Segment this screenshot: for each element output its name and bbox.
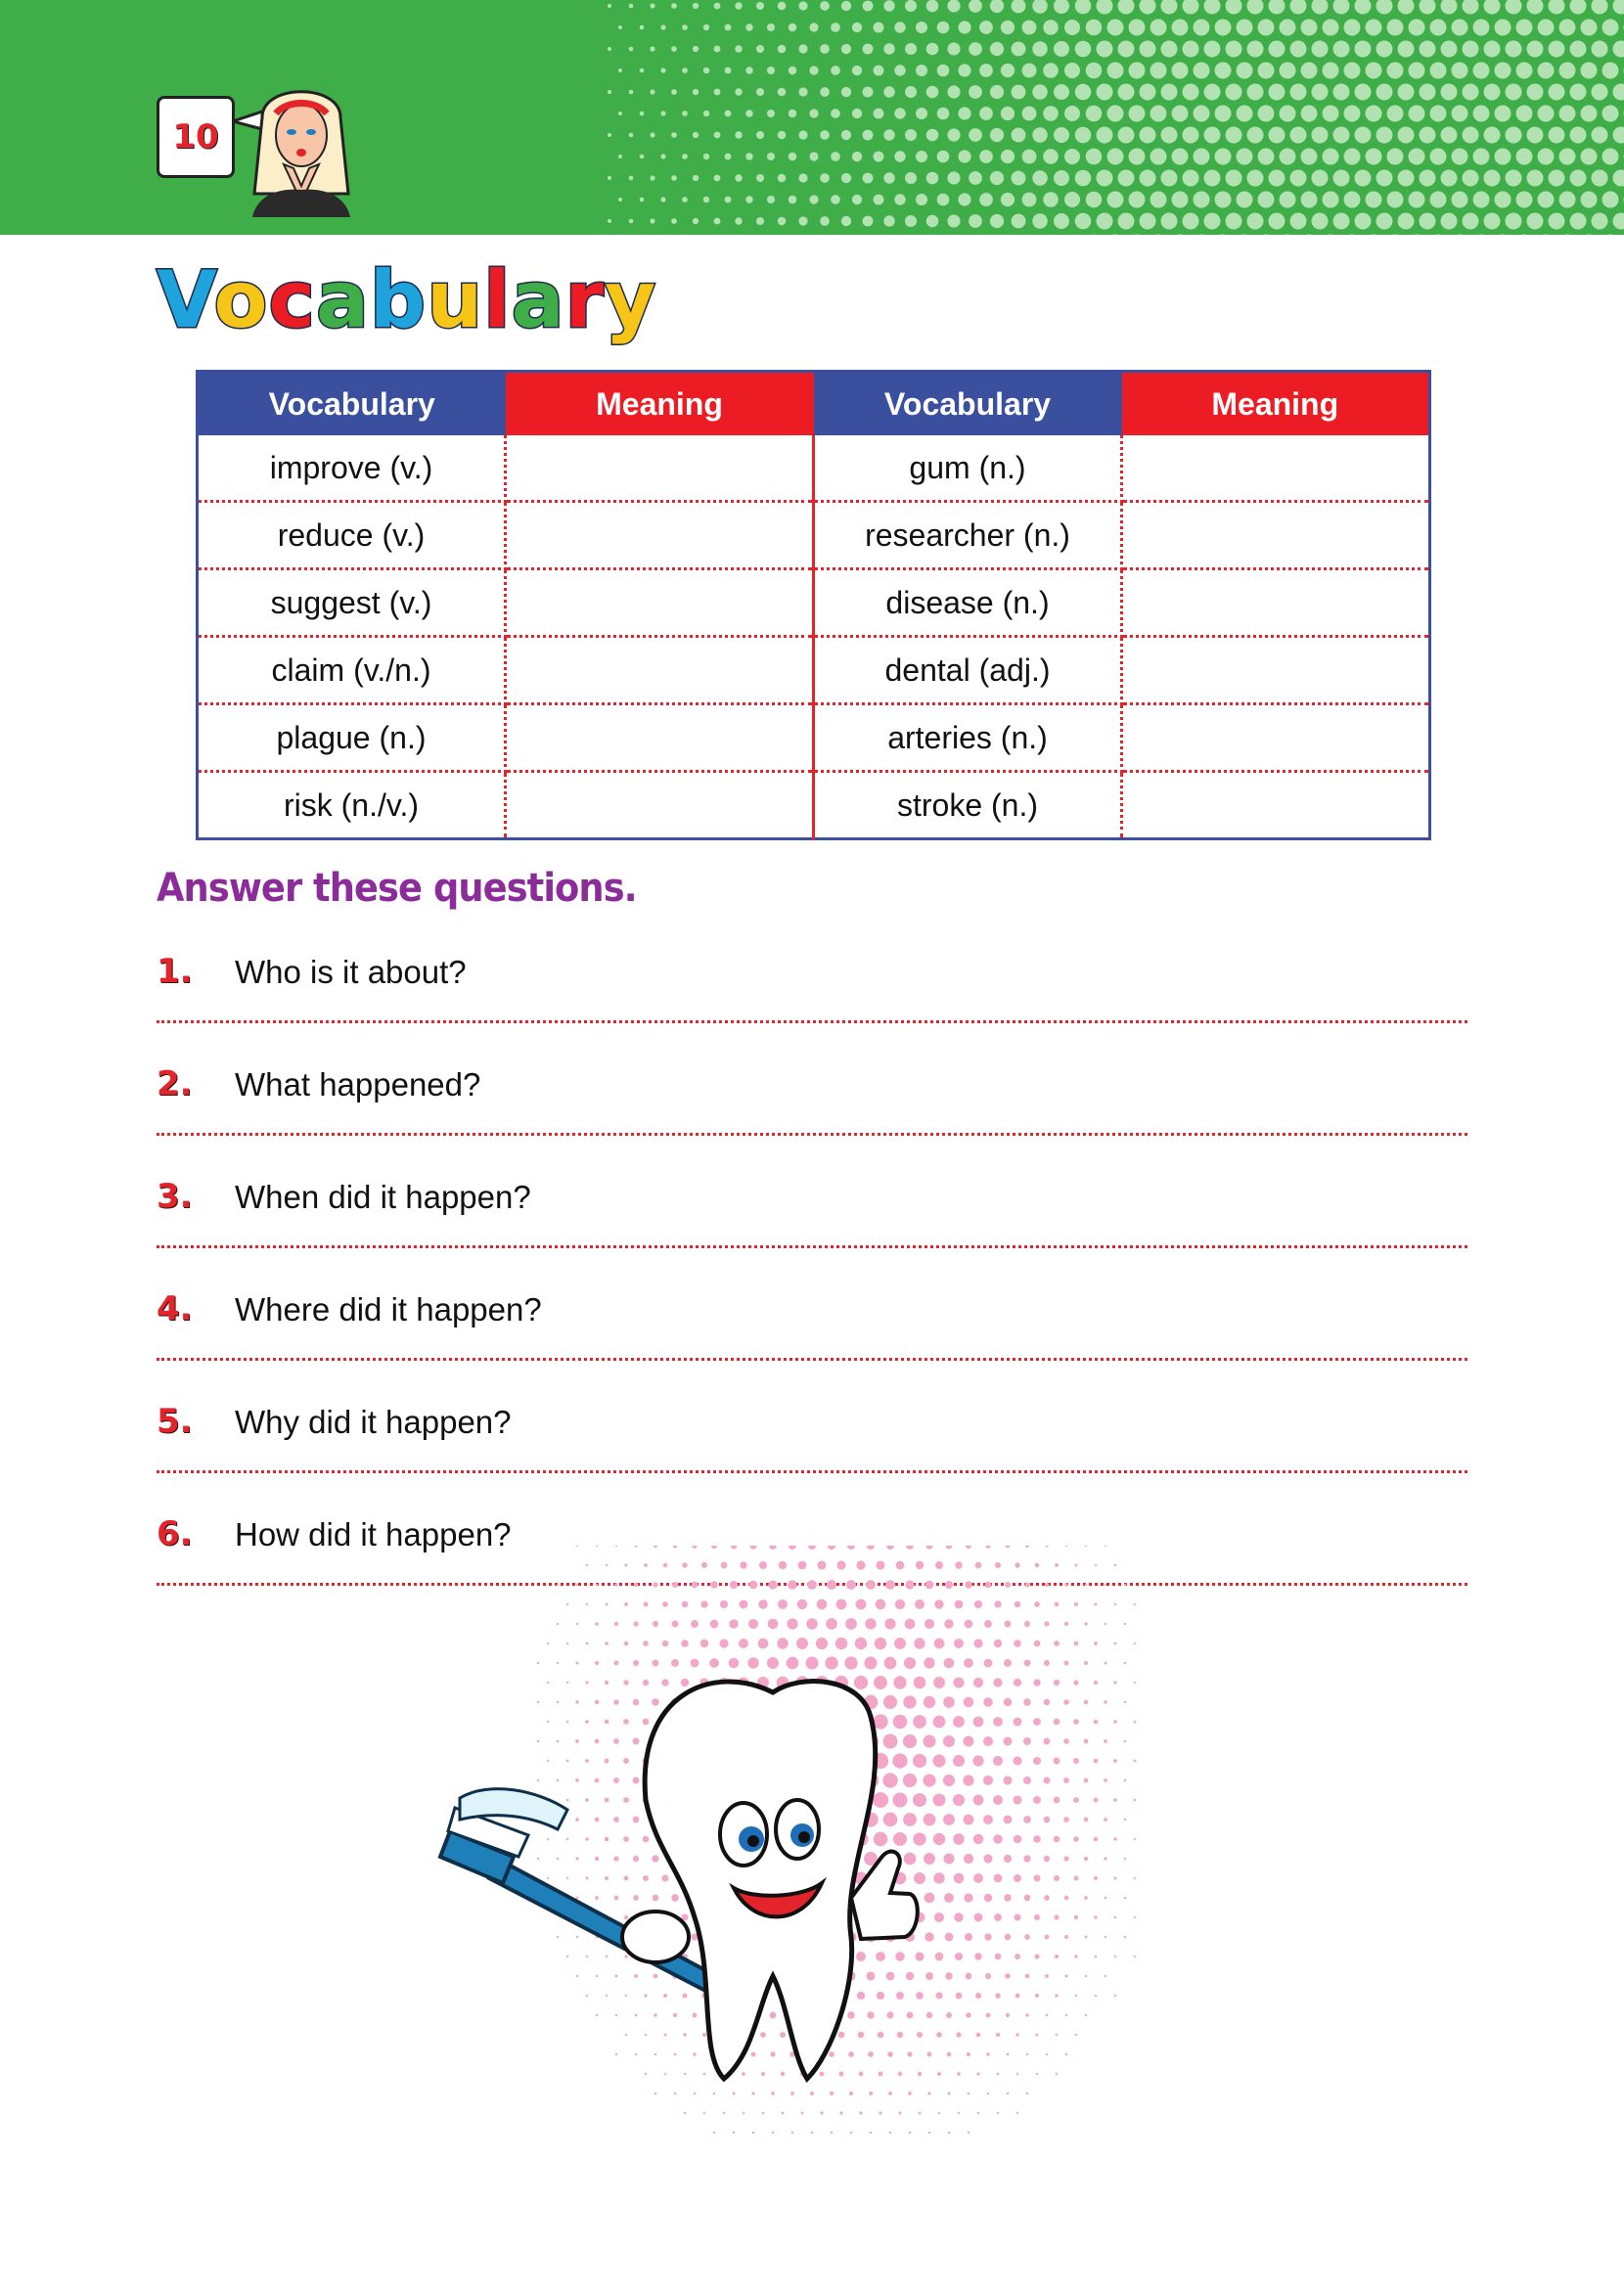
- meaning-cell[interactable]: [506, 502, 814, 569]
- vocabulary-table: [196, 370, 1431, 840]
- question-item: [157, 952, 1467, 1065]
- meaning-cell[interactable]: [506, 435, 814, 502]
- vocabulary-cell: improve (v.): [198, 435, 506, 502]
- header-vocabulary: Vocabulary: [814, 372, 1122, 436]
- meaning-cell[interactable]: [506, 772, 814, 839]
- table-row: [198, 704, 1430, 772]
- vocabulary-cell: claim (v./n.): [198, 637, 506, 704]
- vocabulary-title: [157, 256, 656, 344]
- question-item: [157, 1064, 1467, 1178]
- question-number: 3.: [157, 1177, 193, 1216]
- vocabulary-cell: dental (adj.): [814, 637, 1122, 704]
- header-meaning: Meaning: [1122, 372, 1430, 436]
- questions-heading: Answer these questions.: [157, 866, 637, 911]
- question-item: [157, 1402, 1467, 1515]
- meaning-cell[interactable]: [1122, 569, 1430, 637]
- page-number-badge: 10: [157, 96, 235, 178]
- question-text: How did it happen?: [235, 1516, 512, 1552]
- answer-line[interactable]: [157, 1358, 1467, 1361]
- question-text: When did it happen?: [235, 1179, 531, 1215]
- table-row: [198, 772, 1430, 839]
- question-text: What happened?: [235, 1066, 481, 1102]
- vocabulary-cell: risk (n./v.): [198, 772, 506, 839]
- girl-mascot-icon: [233, 78, 370, 217]
- table-row: [198, 637, 1430, 704]
- table-header-row: [198, 372, 1430, 436]
- header-band: [0, 0, 1624, 235]
- vocabulary-cell: arteries (n.): [814, 704, 1122, 772]
- title-letter: r: [564, 254, 605, 345]
- question-number: 1.: [157, 952, 193, 991]
- question-number: 5.: [157, 1402, 193, 1441]
- vocabulary-cell: stroke (n.): [814, 772, 1122, 839]
- meaning-cell[interactable]: [506, 569, 814, 637]
- question-item: [157, 1177, 1467, 1290]
- header-vocabulary: Vocabulary: [198, 372, 506, 436]
- answer-line[interactable]: [157, 1470, 1467, 1473]
- title-letter: b: [369, 254, 428, 345]
- question-text: Who is it about?: [235, 954, 467, 990]
- question-text: Why did it happen?: [235, 1404, 512, 1440]
- meaning-cell[interactable]: [506, 704, 814, 772]
- meaning-cell[interactable]: [1122, 502, 1430, 569]
- question-number: 6.: [157, 1514, 193, 1553]
- meaning-cell[interactable]: [1122, 704, 1430, 772]
- table-row: [198, 569, 1430, 637]
- title-letter: y: [605, 254, 657, 345]
- question-text: Where did it happen?: [235, 1291, 542, 1327]
- answer-line[interactable]: [157, 1020, 1467, 1023]
- tooth-with-toothbrush-icon: [421, 1546, 1164, 2152]
- answer-line[interactable]: [157, 1245, 1467, 1248]
- vocabulary-cell: gum (n.): [814, 435, 1122, 502]
- meaning-cell[interactable]: [1122, 772, 1430, 839]
- vocabulary-cell: plague (n.): [198, 704, 506, 772]
- question-number: 4.: [157, 1289, 193, 1328]
- question-number: 2.: [157, 1064, 193, 1103]
- meaning-cell[interactable]: [506, 637, 814, 704]
- title-letter: l: [483, 254, 512, 345]
- title-letter: a: [315, 254, 370, 345]
- header-meaning: Meaning: [506, 372, 814, 436]
- table-row: [198, 435, 1430, 502]
- title-letter: u: [427, 254, 484, 345]
- vocabulary-cell: researcher (n.): [814, 502, 1122, 569]
- title-letter: o: [213, 254, 269, 345]
- vocabulary-cell: suggest (v.): [198, 569, 506, 637]
- vocabulary-cell: reduce (v.): [198, 502, 506, 569]
- meaning-cell[interactable]: [1122, 637, 1430, 704]
- table-row: [198, 502, 1430, 569]
- question-item: [157, 1289, 1467, 1403]
- answer-line[interactable]: [157, 1133, 1467, 1136]
- title-letter: V: [157, 254, 214, 345]
- vocabulary-cell: disease (n.): [814, 569, 1122, 637]
- title-letter: a: [511, 254, 565, 345]
- meaning-cell[interactable]: [1122, 435, 1430, 502]
- title-letter: c: [268, 254, 316, 345]
